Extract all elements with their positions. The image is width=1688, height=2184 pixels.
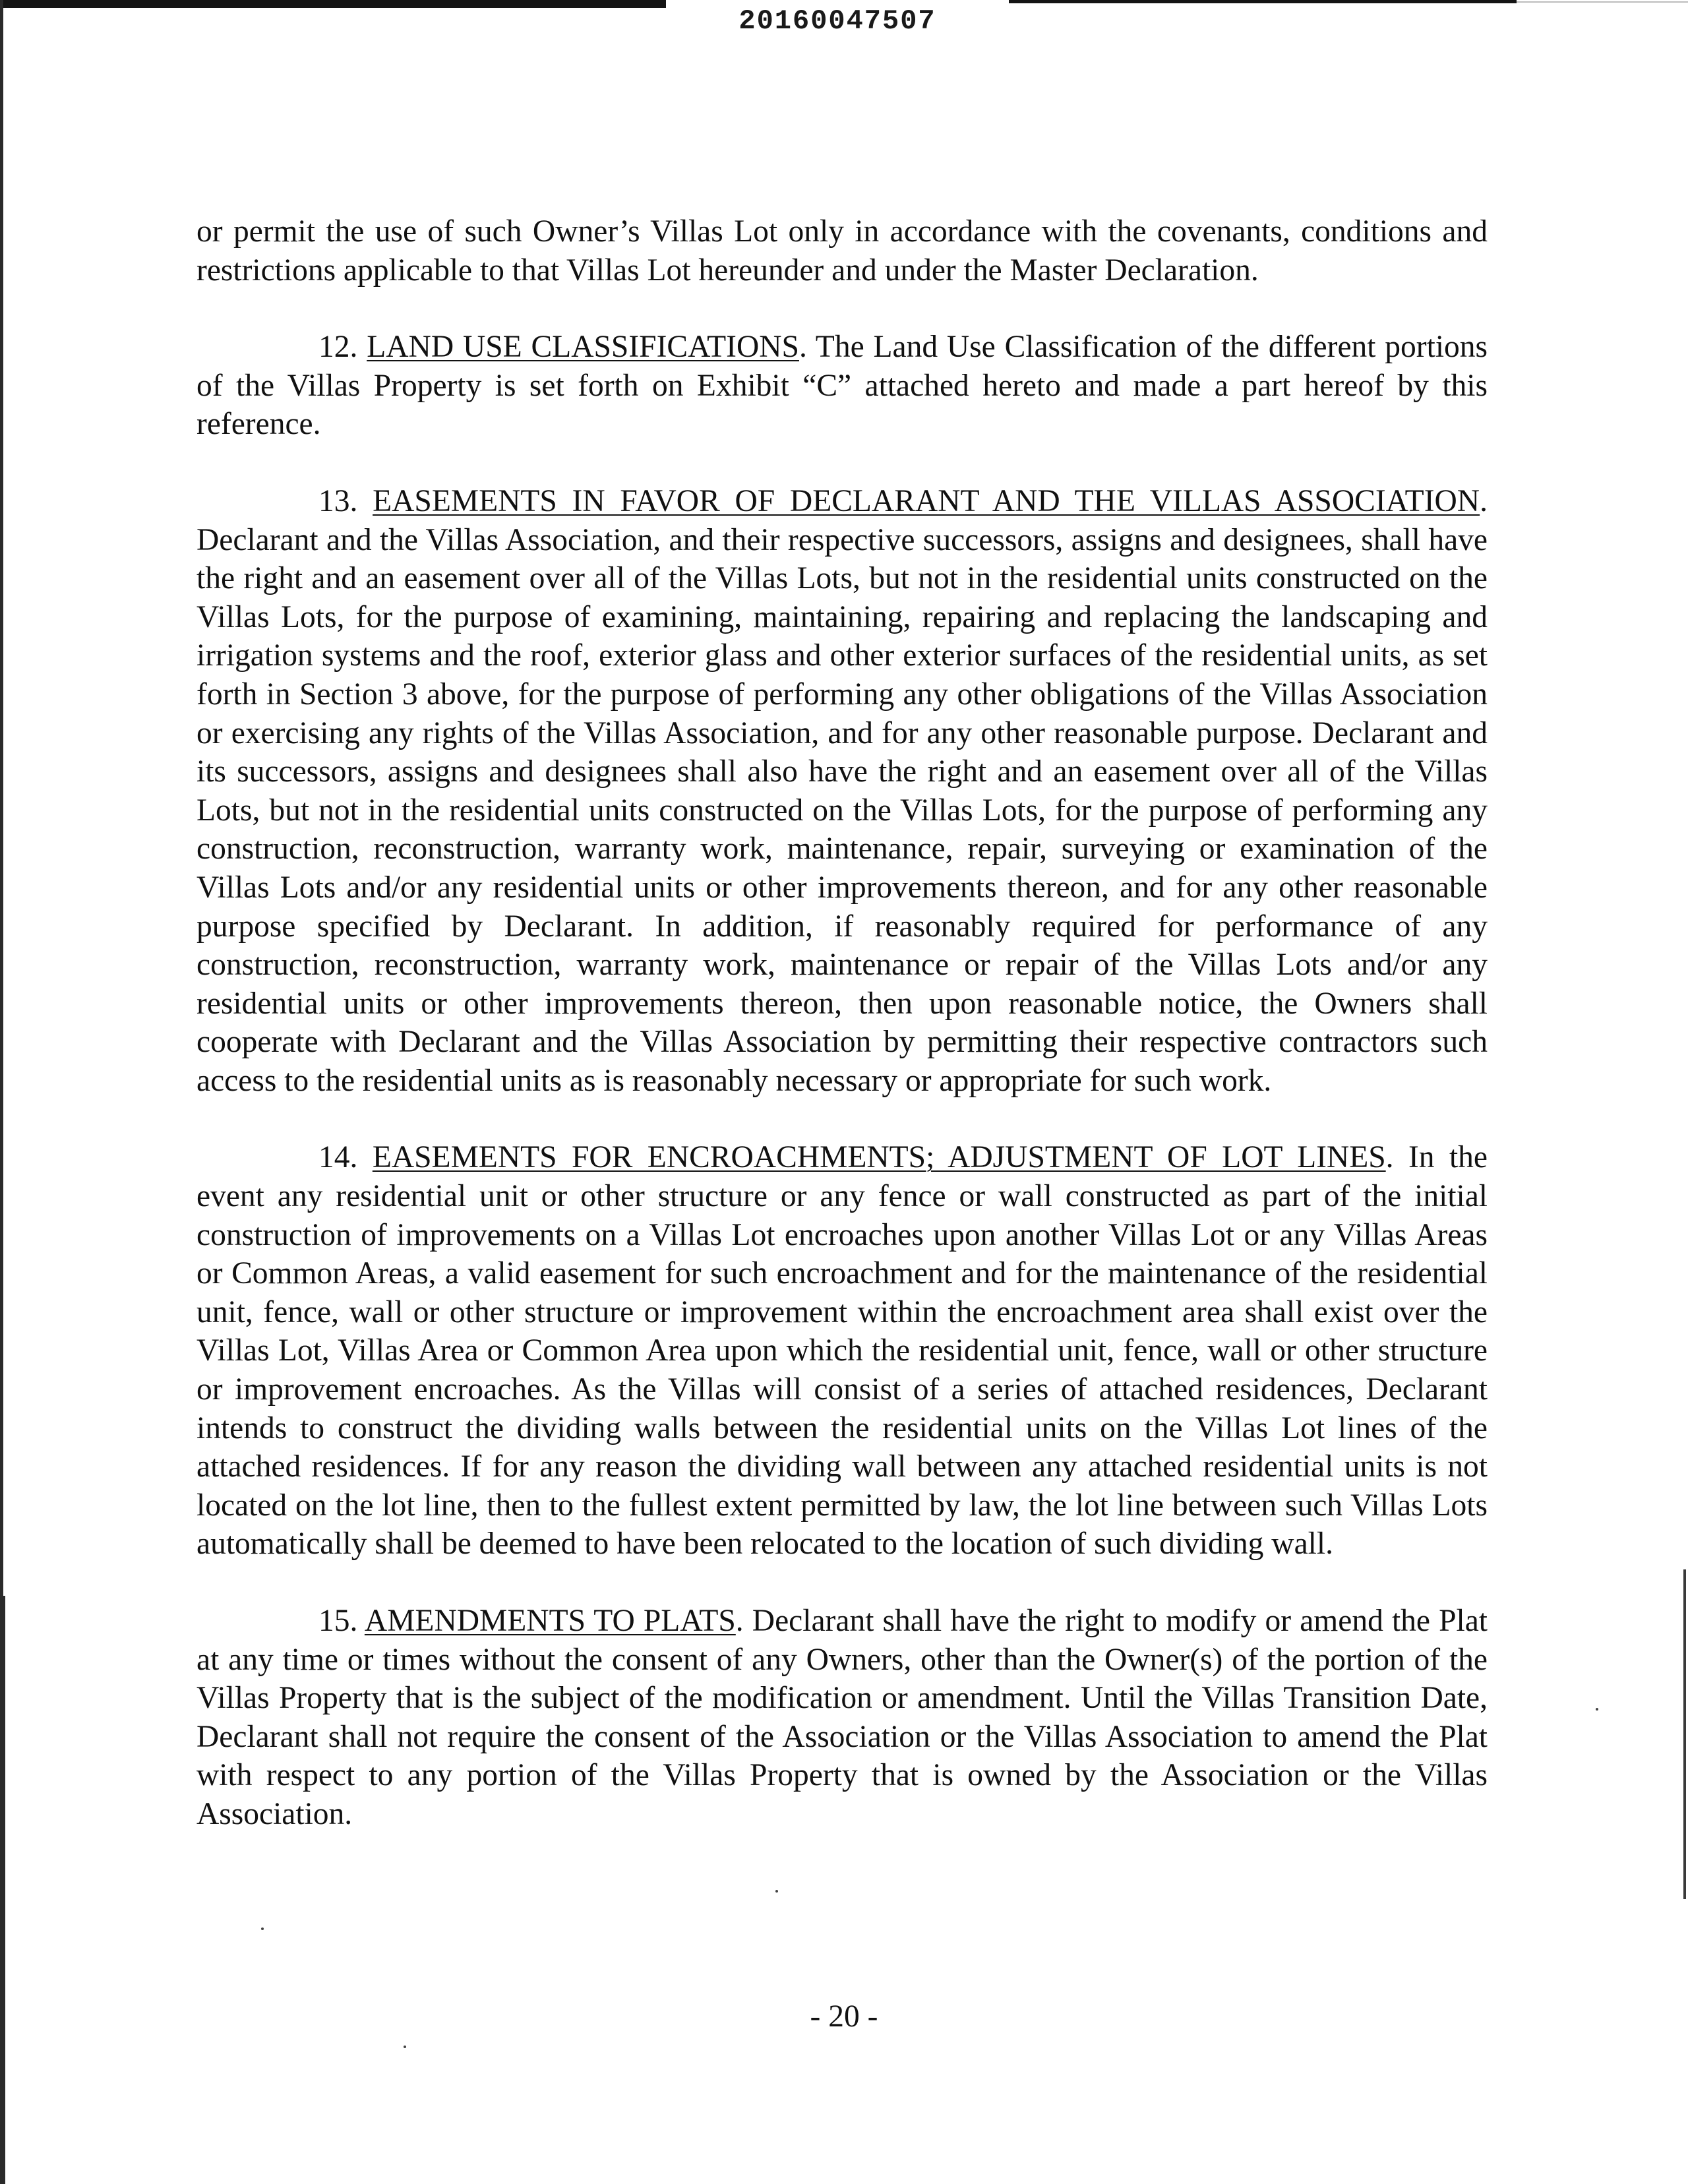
- paragraph-text: . In the event any residential unit or other structure or any fence or wall constructed as part of the initial construction of improvements on a Villas Lot encroaches upon another Villas Lot or any Villas Areas or Common Areas, a valid easement for such encroachment and for the maintenance of the residential unit, fence, wall or other structure or improvement within the encroachment area shall exist over the Villas Lot, Villas Area or Common Area upon which the residential unit, fence, wall or other structure or improvement encroaches. As the Villas will consist of a series of attached residences, Declarant intends to construct the dividing walls between the residential units on the Villas Lot lines of the attached residences. If for any reason the dividing wall between any attached residential units is not located on the lot line, then to the fullest extent permitted by law, the lot line between such Villas Lots automatically shall be deemed to have been relocated to the location of such dividing wall.: [196, 1140, 1488, 1562]
- section-number: 15.: [318, 1604, 358, 1638]
- scan-artifact-edge-left-lower: [0, 1596, 5, 2184]
- section-heading: AMENDMENTS TO PLATS: [364, 1604, 736, 1638]
- paragraph-text: . The Land Use Classification of the different portions of the Villas Property is set forth on Exhibit “C” attached hereto and made a part hereof by this reference.: [196, 330, 1488, 442]
- section-heading: EASEMENTS FOR ENCROACHMENTS; ADJUSTMENT OF LOT LINES: [372, 1140, 1386, 1175]
- paragraph-section-15: [196, 1602, 1488, 1834]
- paragraph-text: . Declarant shall have the right to modify or amend the Plat at any time or times without the consent of any Owners, other than the Owner(s) of the portion of the Villas Property that is the subject of the modification or amendment. Until the Villas Transition Date, Declarant shall not require the consent of the Association or the Villas Association to amend the Plat with respect to any portion of the Villas Property that is owned by the Association or the Villas Association.: [196, 1604, 1488, 1831]
- scan-artifact-bar-left: [0, 0, 666, 8]
- document-number: 20160047507: [738, 5, 936, 37]
- section-number: 14.: [318, 1140, 358, 1175]
- paragraph-text: . Declarant and the Villas Association, and their respective successors, assigns and designees, shall have the right and an easement over all of the Villas Lots, but not in the residential units constructed on the Villas Lots, for the purpose of examining, maintaining, repairing and replacing the landscaping and irrigation systems and the roof, exterior glass and other exterior surfaces of the residential units, as set forth in Section 3 above, for the purpose of performing any other obligations of the Villas Association or exercising any rights of the Villas Association, and for any other reasonable purpose. Declarant and its successors, assigns and designees shall also have the right and an easement over all of the Villas Lots, but not in the residential units constructed on the Villas Lots, for the purpose of performing any construction, reconstruction, warranty work, maintenance, repair, surveying or examination of the Villas Lots and/or any residential units or other improvements thereon, and for any other reasonable purpose specified by Declarant. In addition, if reasonably required for performance of any construction, reconstruction, warranty work, maintenance or repair of the Villas Lots and/or any residential units or other improvements thereon, then upon reasonable notice, the Owners shall cooperate with Declarant and the Villas Association by permitting their respective contractors such access to the residential units as is reasonably necessary or appropriate for such work.: [196, 483, 1488, 1098]
- scan-speck: [404, 2046, 406, 2048]
- section-heading: LAND USE CLASSIFICATIONS: [367, 330, 799, 365]
- scan-artifact-edge-top-right: [1517, 1, 1688, 3]
- scan-speck: [775, 1890, 778, 1893]
- paragraph-continuation: [196, 212, 1488, 289]
- scan-artifact-edge-right: [1683, 1569, 1686, 1899]
- paragraph-section-14: [196, 1138, 1488, 1563]
- section-number: 13.: [318, 483, 358, 518]
- scan-speck: [261, 1927, 264, 1930]
- scan-artifact-bar-right: [1009, 0, 1517, 3]
- paragraph-section-12: [196, 328, 1488, 444]
- page-number: - 20 -: [810, 1999, 878, 2034]
- document-body: [196, 212, 1488, 1872]
- paragraph-section-13: [196, 482, 1488, 1101]
- paragraph-text: or permit the use of such Owner’s Villas Lot only in accordance with the covenants, conditions and restrictions applicable to that Villas Lot hereunder and under the Master Declaration.: [196, 214, 1488, 288]
- scan-speck: [1596, 1708, 1598, 1711]
- section-heading: EASEMENTS IN FAVOR OF DECLARANT AND THE VILLAS ASSOCIATION: [373, 483, 1480, 518]
- section-number: 12.: [318, 330, 358, 365]
